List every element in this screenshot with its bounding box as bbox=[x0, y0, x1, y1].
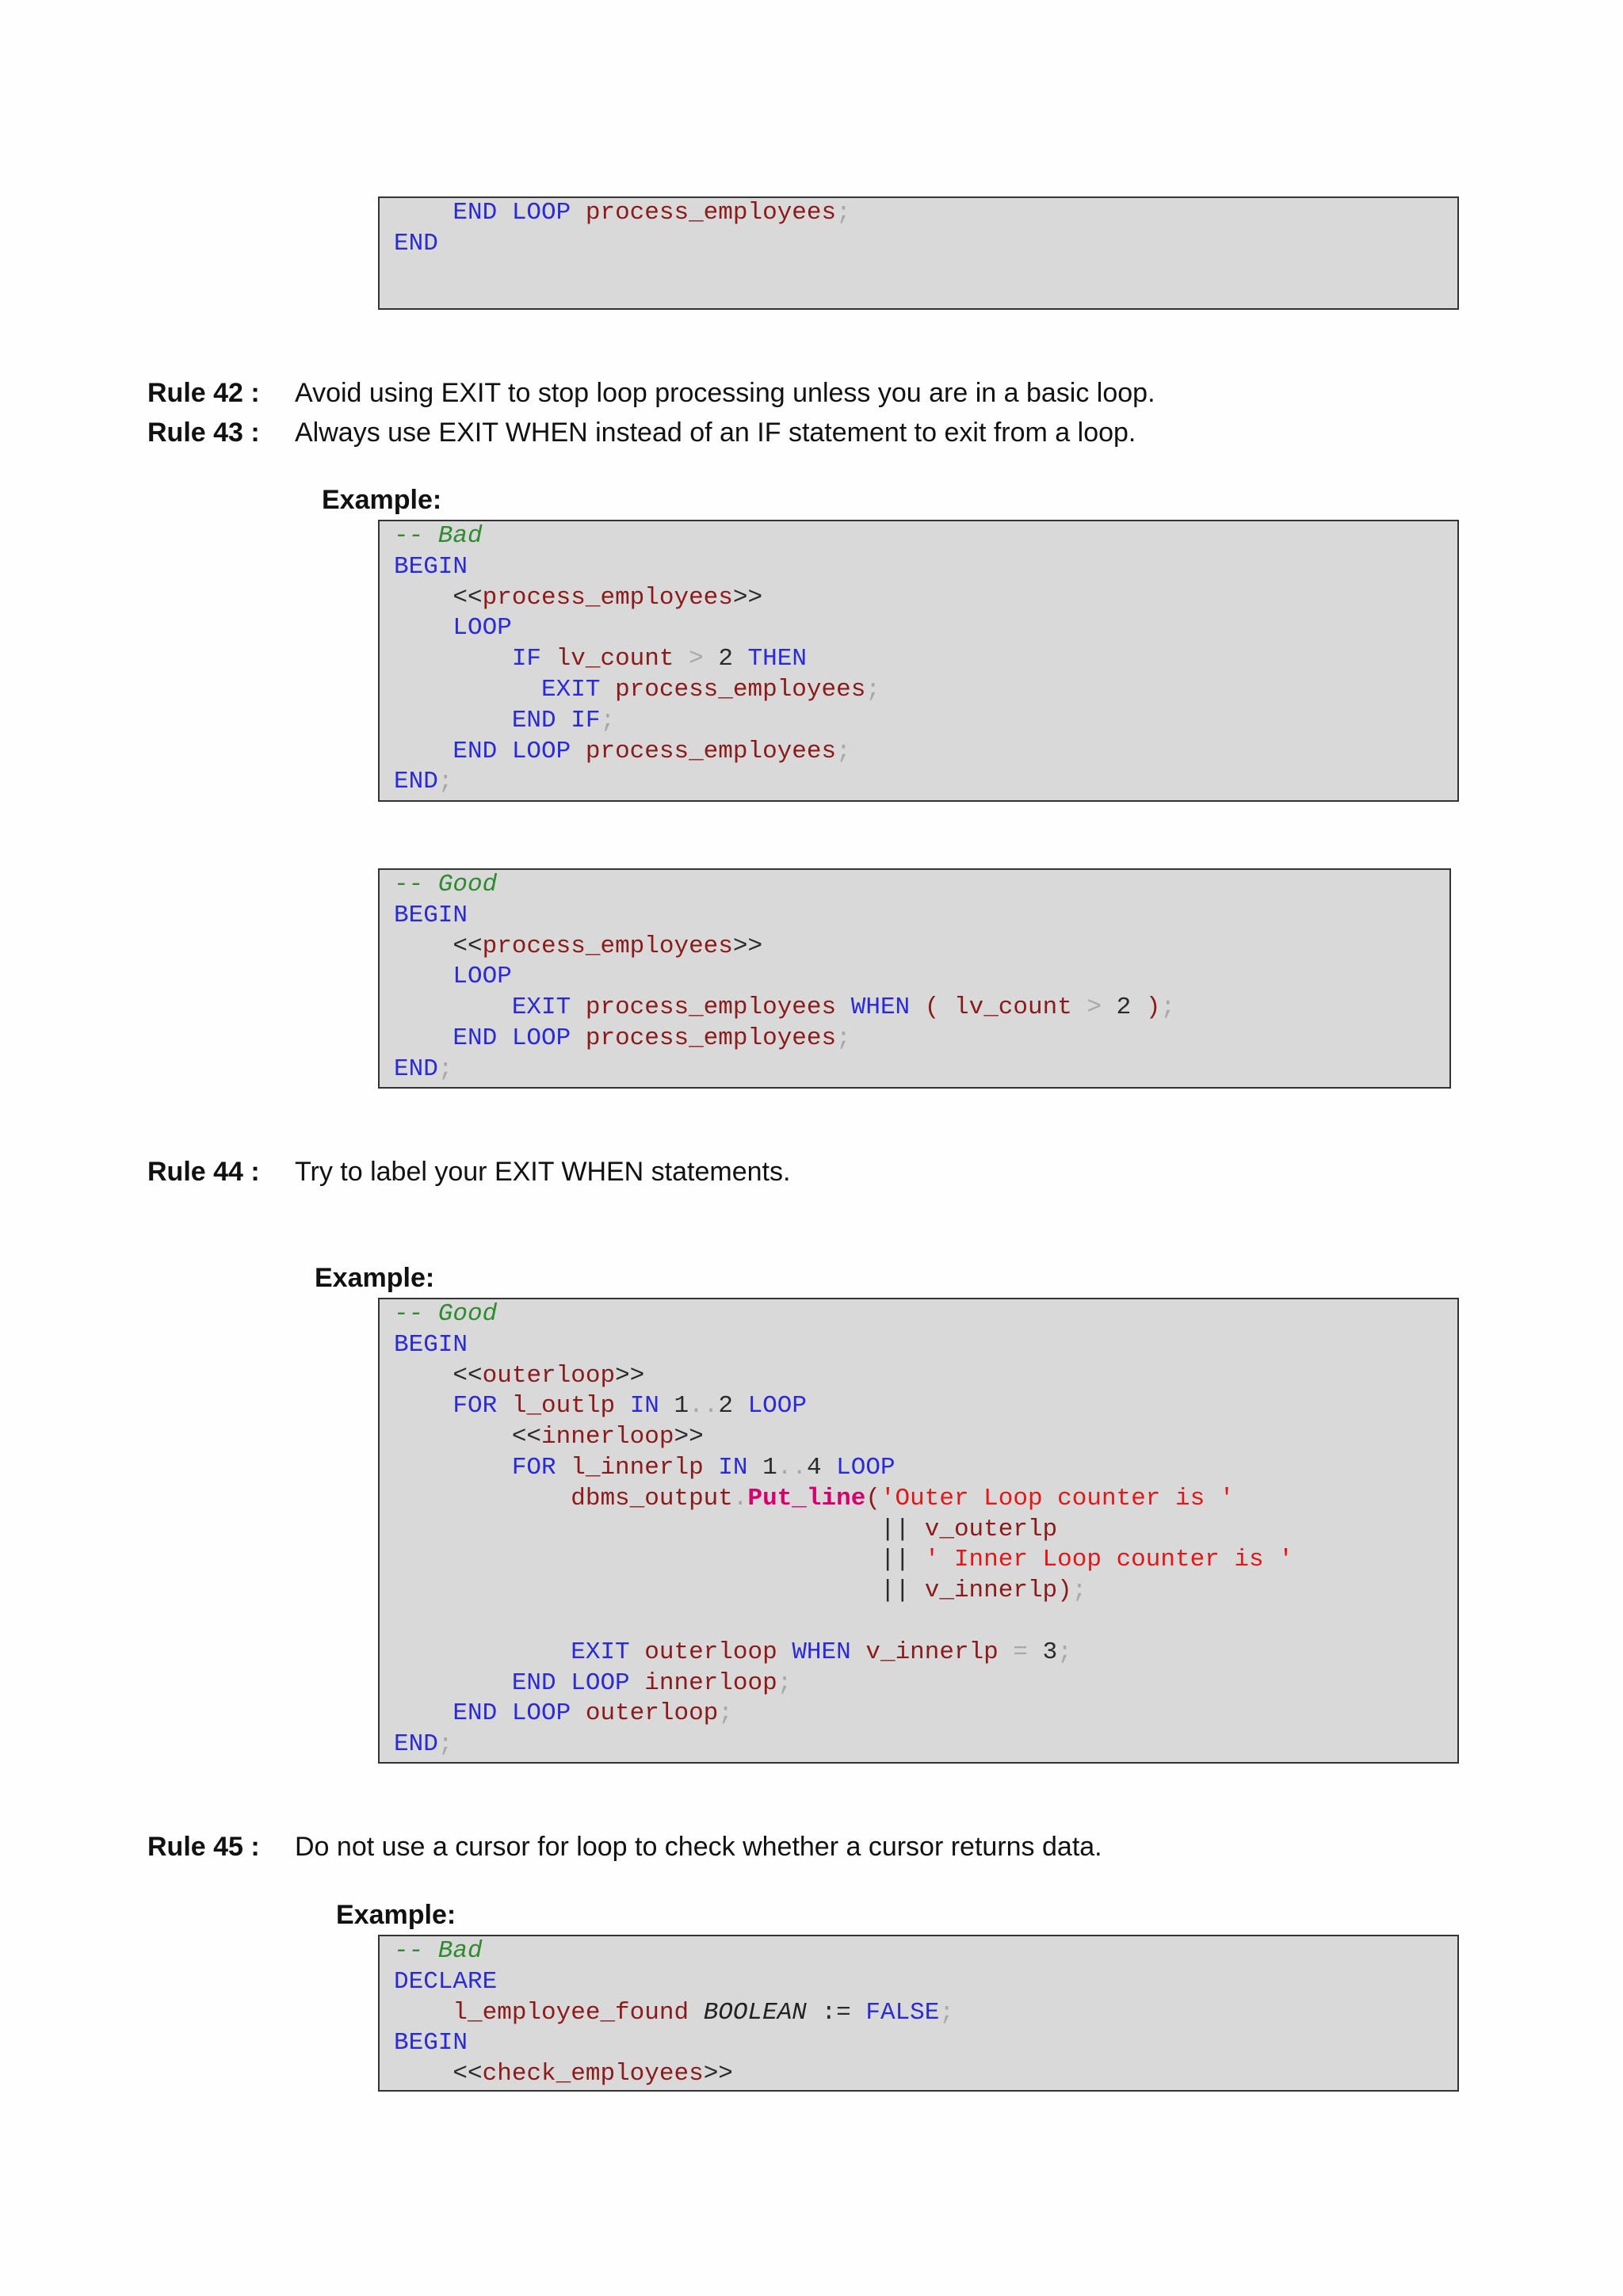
code-line: BEGIN bbox=[394, 2029, 468, 2058]
code-line: LOOP bbox=[453, 614, 512, 643]
code-line: END bbox=[394, 229, 438, 257]
rule-42-label: Rule 42 : bbox=[147, 378, 260, 408]
code-line: <<process_employees>> bbox=[453, 583, 763, 612]
example-label: Example: bbox=[336, 1900, 456, 1930]
code-line: END LOOP process_employees; bbox=[453, 1024, 851, 1052]
code-block-labeled-loops bbox=[378, 1298, 1459, 1764]
code-line: l_employee_found BOOLEAN := FALSE; bbox=[453, 1998, 954, 2027]
rule-45-label: Rule 45 : bbox=[147, 1832, 260, 1862]
code-line: END LOOP innerloop; bbox=[511, 1669, 792, 1697]
code-line: EXIT process_employees; bbox=[541, 675, 880, 704]
code-line: DECLARE bbox=[394, 1967, 498, 1996]
code-line: <<check_employees>> bbox=[453, 2060, 733, 2088]
code-line: -- Good bbox=[394, 871, 498, 898]
code-line: || v_outerlp bbox=[880, 1515, 1058, 1543]
code-line: LOOP bbox=[453, 963, 512, 991]
example-label: Example: bbox=[322, 485, 442, 515]
code-line: EXIT outerloop WHEN v_innerlp = 3; bbox=[571, 1638, 1072, 1666]
code-line: END; bbox=[394, 1730, 453, 1759]
code-line: END LOOP outerloop; bbox=[453, 1699, 733, 1728]
code-line: -- Bad bbox=[394, 522, 483, 550]
code-line: FOR l_outlp IN 1..2 LOOP bbox=[453, 1392, 807, 1421]
rule-42-text: Avoid using EXIT to stop loop processing unless you are in a basic loop. bbox=[295, 378, 1155, 408]
code-line: -- Good bbox=[394, 1300, 498, 1328]
code-line: || v_innerlp); bbox=[880, 1577, 1087, 1605]
code-line: <<process_employees>> bbox=[453, 932, 763, 960]
code-block-good-exit-when bbox=[378, 868, 1451, 1089]
code-line: END LOOP process_employees; bbox=[453, 737, 851, 765]
code-line: || ' Inner Loop counter is ' bbox=[880, 1546, 1293, 1574]
rule-45-text: Do not use a cursor for loop to check whether a cursor returns data. bbox=[295, 1832, 1102, 1862]
code-line: EXIT process_employees WHEN ( lv_count > 2 ); bbox=[511, 994, 1176, 1022]
example-label: Example: bbox=[315, 1263, 435, 1293]
code-line-blank bbox=[394, 1607, 1457, 1638]
rule-43-label: Rule 43 : bbox=[147, 418, 260, 448]
code-block-cursor-check bbox=[378, 1935, 1459, 2092]
code-line: -- Bad bbox=[394, 1937, 483, 1965]
code-line: <<innerloop>> bbox=[511, 1423, 704, 1451]
code-block-continuation bbox=[378, 196, 1459, 310]
code-line: END; bbox=[394, 1055, 453, 1083]
code-line: BEGIN bbox=[394, 901, 468, 929]
code-block-bad-if-exit bbox=[378, 520, 1459, 802]
code-line: FOR l_innerlp IN 1..4 LOOP bbox=[511, 1453, 896, 1482]
code-line: BEGIN bbox=[394, 1330, 468, 1359]
code-line: IF lv_count > 2 THEN bbox=[511, 645, 807, 673]
code-line: BEGIN bbox=[394, 552, 468, 581]
code-line: END; bbox=[394, 768, 453, 796]
rule-44-text: Try to label your EXIT WHEN statements. bbox=[295, 1157, 791, 1187]
code-line: END LOOP process_employees; bbox=[453, 199, 851, 227]
rule-44-label: Rule 44 : bbox=[147, 1157, 260, 1187]
code-line: dbms_output.Put_line('Outer Loop counter is ' bbox=[571, 1484, 1235, 1512]
code-line: <<outerloop>> bbox=[453, 1361, 645, 1390]
rule-43-text: Always use EXIT WHEN instead of an IF statement to exit from a loop. bbox=[295, 418, 1136, 448]
code-line: END IF; bbox=[511, 706, 616, 734]
